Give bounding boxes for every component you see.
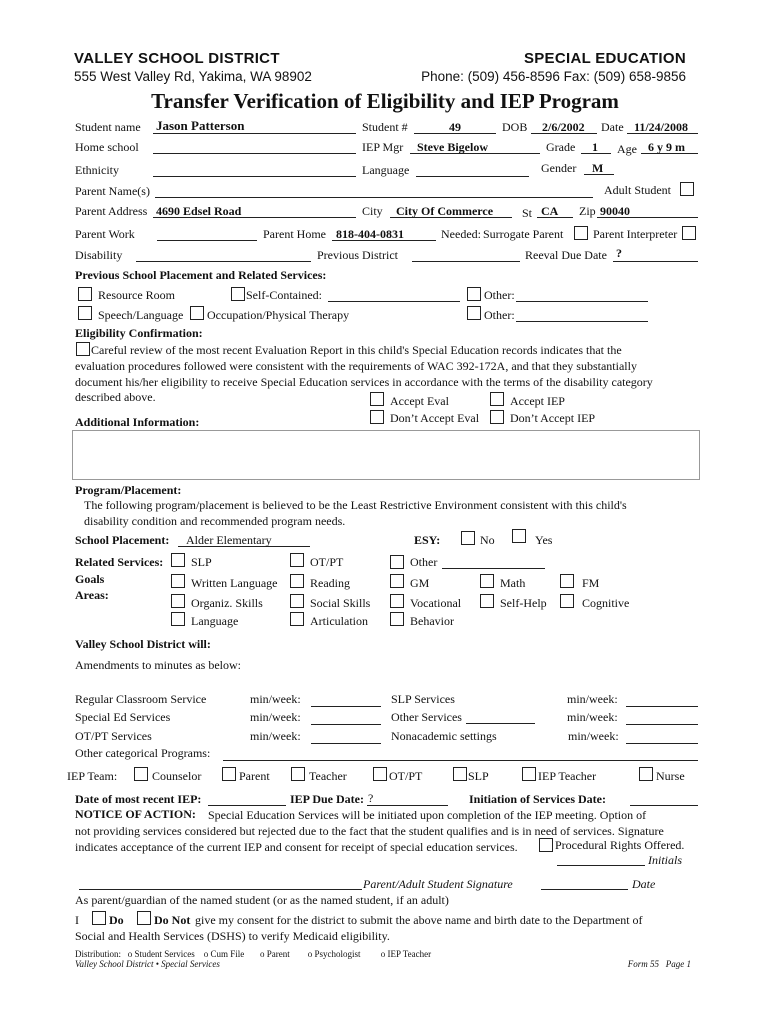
zip-label: Zip bbox=[579, 204, 596, 218]
regular-classroom-label: Regular Classroom Service bbox=[75, 692, 207, 706]
other-services-field[interactable] bbox=[466, 723, 535, 724]
regular-min-week-field[interactable] bbox=[311, 706, 381, 707]
eligibility-text-4: described above. bbox=[75, 390, 156, 404]
consent-do-not-checkbox[interactable] bbox=[137, 911, 151, 925]
otpt-min-week-label: min/week: bbox=[250, 729, 301, 743]
student-name-field[interactable]: Jason Patterson bbox=[156, 118, 245, 133]
dob-field[interactable]: 2/6/2002 bbox=[542, 120, 585, 134]
esy-no-label: No bbox=[480, 533, 495, 547]
otpt-services-label: OT/PT Services bbox=[75, 729, 152, 743]
goal-gm-label: GM bbox=[410, 576, 430, 590]
age-label: Age bbox=[617, 142, 637, 156]
initials-field[interactable] bbox=[557, 865, 645, 866]
rs-slp-label: SLP bbox=[191, 555, 212, 569]
sped-min-week-field[interactable] bbox=[311, 724, 381, 725]
footer-page: Form 55 Page 1 bbox=[627, 959, 691, 969]
parent-address-field[interactable]: 4690 Edsel Road bbox=[156, 204, 242, 218]
consent-intro: As parent/guardian of the named student (or as the named student, if an adult) bbox=[75, 893, 449, 907]
parent-home-field[interactable]: 818-404-0831 bbox=[336, 227, 404, 241]
eligibility-heading: Eligibility Confirmation: bbox=[75, 326, 203, 340]
consent-do-not-label: Do Not bbox=[154, 913, 191, 927]
goal-organiz-label: Organiz. Skills bbox=[191, 596, 263, 610]
student-number-label: Student # bbox=[362, 120, 408, 134]
parent-names-field[interactable] bbox=[155, 197, 593, 198]
other2-label: Other: bbox=[484, 308, 515, 322]
school-placement-label: School Placement: bbox=[75, 533, 170, 547]
notice-text-1: Special Education Services will be initiated upon completion of the IEP meeting. Option of bbox=[208, 808, 647, 822]
rs-otpt-label: OT/PT bbox=[310, 555, 344, 569]
team-parent-checkbox[interactable] bbox=[222, 767, 236, 781]
date-label: Date bbox=[601, 120, 624, 134]
esy-yes-label: Yes bbox=[535, 533, 553, 547]
consent-text-2: Social and Health Services (DSHS) to verify Medicaid eligibility. bbox=[75, 929, 390, 943]
goal-written-language-label: Written Language bbox=[191, 576, 278, 590]
special-ed-label: Special Ed Services bbox=[75, 710, 171, 724]
surrogate-parent-label: Surrogate Parent bbox=[483, 227, 564, 241]
parent-interpreter-label: Parent Interpreter bbox=[593, 227, 678, 241]
accept-eval-checkbox[interactable] bbox=[370, 392, 384, 406]
signature-date-field[interactable] bbox=[541, 889, 628, 890]
disability-field[interactable] bbox=[136, 261, 311, 262]
rs-other-label: Other bbox=[410, 555, 438, 569]
speech-language-checkbox[interactable] bbox=[78, 306, 92, 320]
other1-field[interactable] bbox=[516, 301, 648, 302]
department-name: SPECIAL EDUCATION bbox=[523, 50, 686, 67]
goal-vocational-checkbox[interactable] bbox=[390, 594, 404, 608]
self-contained-field[interactable] bbox=[328, 301, 460, 302]
gender-field[interactable]: M bbox=[592, 161, 604, 175]
parent-home-label: Parent Home bbox=[263, 227, 326, 241]
reeval-due-label: Reeval Due Date bbox=[525, 248, 607, 262]
goal-cognitive-label: Cognitive bbox=[582, 596, 630, 610]
goal-fm-label: FM bbox=[582, 576, 600, 590]
zip-field[interactable]: 90040 bbox=[600, 204, 630, 218]
consent-text-1: give my consent for the district to submit the above name and birth date to the Department of bbox=[195, 913, 643, 927]
rs-other-field[interactable] bbox=[442, 568, 545, 569]
slp-min-week-label: min/week: bbox=[567, 692, 618, 706]
team-otpt-label: OT/PT bbox=[389, 769, 423, 783]
goal-articulation-label: Articulation bbox=[310, 614, 368, 628]
other-services-label: Other Services bbox=[391, 710, 462, 724]
goal-reading-label: Reading bbox=[310, 576, 350, 590]
parent-work-label: Parent Work bbox=[75, 227, 135, 241]
team-nurse-checkbox[interactable] bbox=[639, 767, 653, 781]
state-field[interactable]: CA bbox=[541, 204, 559, 218]
state-label: St bbox=[522, 206, 533, 220]
notice-heading: NOTICE OF ACTION: bbox=[75, 807, 196, 821]
other-categorical-field[interactable] bbox=[223, 760, 698, 761]
grade-field[interactable]: 1 bbox=[592, 140, 598, 154]
consent-do-checkbox[interactable] bbox=[92, 911, 106, 925]
distribution-list: Distribution: o Student Services o Cum File o Parent o Psychologist o IEP Teacher bbox=[75, 949, 432, 959]
ot-pt-therapy-checkbox[interactable] bbox=[190, 306, 204, 320]
other-min-week-field[interactable] bbox=[626, 724, 698, 725]
eligibility-text-1: Careful review of the most recent Evaluation Report in this child's Special Education records indicates that the bbox=[91, 343, 622, 357]
goal-reading-checkbox[interactable] bbox=[290, 574, 304, 588]
city-label: City bbox=[362, 204, 383, 218]
program-text-2: disability condition and recommended program needs. bbox=[84, 514, 346, 528]
team-nurse-label: Nurse bbox=[656, 769, 685, 783]
nonacademic-min-week-label: min/week: bbox=[568, 729, 619, 743]
self-contained-checkbox[interactable] bbox=[231, 287, 245, 301]
resource-room-checkbox[interactable] bbox=[78, 287, 92, 301]
areas-label: Areas: bbox=[75, 588, 109, 602]
dont-accept-eval-label: Don’t Accept Eval bbox=[390, 411, 480, 425]
gender-label: Gender bbox=[541, 161, 577, 175]
other-categorical-label: Other categorical Programs: bbox=[75, 746, 211, 760]
goal-behavior-checkbox[interactable] bbox=[390, 612, 404, 626]
reeval-due-field[interactable]: ? bbox=[616, 246, 622, 260]
parent-names-label: Parent Name(s) bbox=[75, 184, 150, 198]
team-iep-teacher-label: IEP Teacher bbox=[538, 769, 597, 783]
goal-language-checkbox[interactable] bbox=[171, 612, 185, 626]
procedural-rights-checkbox[interactable] bbox=[539, 838, 553, 852]
procedural-rights-label: Procedural Rights Offered. bbox=[555, 838, 685, 852]
goal-articulation-checkbox[interactable] bbox=[290, 612, 304, 626]
initiation-label: Initiation of Services Date: bbox=[469, 792, 606, 806]
amendments-text: Amendments to minutes as below: bbox=[75, 658, 241, 672]
slp-services-label: SLP Services bbox=[391, 692, 455, 706]
additional-info-label: Additional Information: bbox=[75, 415, 200, 429]
goal-self-help-label: Self-Help bbox=[500, 596, 547, 610]
adult-student-label: Adult Student bbox=[604, 183, 672, 197]
language-label: Language bbox=[362, 163, 410, 177]
notice-text-3: indicates acceptance of the current IEP and consent for receipt of special education services. bbox=[75, 840, 518, 854]
eligibility-text-3: document his/her eligibility to receive Special Education services in accordance with the terms of the disability category bbox=[75, 375, 653, 389]
nonacademic-min-week-field[interactable] bbox=[626, 743, 698, 744]
ethnicity-label: Ethnicity bbox=[75, 163, 119, 177]
program-text-1: The following program/placement is believed to be the Least Restrictive Environment consistent with this child's bbox=[84, 498, 627, 512]
sped-min-week-label: min/week: bbox=[250, 710, 301, 724]
disability-label: Disability bbox=[75, 248, 123, 262]
other2-field[interactable] bbox=[516, 321, 648, 322]
goal-math-label: Math bbox=[500, 576, 526, 590]
dont-accept-eval-checkbox[interactable] bbox=[370, 410, 384, 424]
goal-math-checkbox[interactable] bbox=[480, 574, 494, 588]
home-school-field[interactable] bbox=[153, 153, 356, 154]
recent-iep-label: Date of most recent IEP: bbox=[75, 792, 202, 806]
goal-self-help-checkbox[interactable] bbox=[480, 594, 494, 608]
age-field[interactable]: 6 y 9 m bbox=[648, 140, 685, 154]
signature-label: Parent/Adult Student Signature bbox=[363, 877, 513, 891]
student-number-field[interactable]: 49 bbox=[449, 120, 461, 134]
team-teacher-label: Teacher bbox=[309, 769, 347, 783]
dont-accept-iep-label: Don’t Accept IEP bbox=[510, 411, 596, 425]
goal-gm-checkbox[interactable] bbox=[390, 574, 404, 588]
goal-social-checkbox[interactable] bbox=[290, 594, 304, 608]
other1-label: Other: bbox=[484, 288, 515, 302]
iep-mgr-field[interactable]: Steve Bigelow bbox=[417, 140, 488, 154]
speech-language-label: Speech/Language bbox=[98, 308, 184, 322]
ethnicity-field[interactable] bbox=[153, 176, 356, 177]
team-slp-label: SLP bbox=[468, 769, 489, 783]
goal-language-label: Language bbox=[191, 614, 239, 628]
team-counselor-label: Counselor bbox=[152, 769, 202, 783]
iep-due-label: IEP Due Date: bbox=[290, 792, 364, 806]
other1-checkbox[interactable] bbox=[467, 287, 481, 301]
goal-cognitive-checkbox[interactable] bbox=[560, 594, 574, 608]
accept-iep-checkbox[interactable] bbox=[490, 392, 504, 406]
goals-label: Goals bbox=[75, 572, 105, 586]
team-parent-label: Parent bbox=[239, 769, 270, 783]
esy-no-checkbox[interactable] bbox=[461, 531, 475, 545]
iep-mgr-label: IEP Mgr bbox=[362, 140, 404, 154]
parent-work-field[interactable] bbox=[157, 240, 257, 241]
district-name: VALLEY SCHOOL DISTRICT bbox=[74, 50, 280, 67]
previous-placement-heading: Previous School Placement and Related Services: bbox=[75, 268, 327, 282]
additional-info-textarea[interactable] bbox=[72, 430, 700, 480]
other-min-week-label: min/week: bbox=[567, 710, 618, 724]
team-slp-checkbox[interactable] bbox=[453, 767, 467, 781]
goal-fm-checkbox[interactable] bbox=[560, 574, 574, 588]
district-will-heading: Valley School District will: bbox=[75, 637, 211, 651]
rs-other-checkbox[interactable] bbox=[390, 555, 404, 569]
page-title: Transfer Verification of Eligibility and IEP Program bbox=[151, 89, 619, 113]
resource-room-label: Resource Room bbox=[98, 288, 175, 302]
team-counselor-checkbox[interactable] bbox=[134, 767, 148, 781]
grade-label: Grade bbox=[546, 140, 576, 154]
accept-iep-label: Accept IEP bbox=[510, 394, 565, 408]
initials-label: Initials bbox=[648, 853, 683, 867]
nonacademic-label: Nonacademic settings bbox=[391, 729, 497, 743]
rs-otpt-checkbox[interactable] bbox=[290, 553, 304, 567]
parent-interpreter-checkbox[interactable] bbox=[682, 226, 696, 240]
goal-vocational-label: Vocational bbox=[410, 596, 462, 610]
slp-min-week-field[interactable] bbox=[626, 706, 698, 707]
consent-do-label: Do bbox=[109, 913, 124, 927]
esy-yes-checkbox[interactable] bbox=[512, 529, 526, 543]
initiation-field[interactable] bbox=[630, 805, 698, 806]
previous-district-field[interactable] bbox=[412, 261, 520, 262]
consent-i: I bbox=[75, 913, 79, 927]
city-field[interactable]: City Of Commerce bbox=[396, 204, 494, 218]
rs-slp-checkbox[interactable] bbox=[171, 553, 185, 567]
student-name-label: Student name bbox=[75, 120, 141, 134]
otpt-min-week-field[interactable] bbox=[311, 743, 381, 744]
needed-label: Needed: bbox=[441, 227, 481, 241]
home-school-label: Home school bbox=[75, 140, 139, 154]
related-services-label: Related Services: bbox=[75, 555, 164, 569]
dob-label: DOB bbox=[502, 120, 528, 134]
previous-district-label: Previous District bbox=[317, 248, 398, 262]
date-field[interactable]: 11/24/2008 bbox=[634, 120, 689, 134]
school-placement-field[interactable]: Alder Elementary bbox=[186, 533, 272, 547]
parent-address-label: Parent Address bbox=[75, 204, 148, 218]
signature-field[interactable] bbox=[79, 889, 362, 890]
iep-due-field[interactable]: ? bbox=[368, 791, 374, 805]
iep-team-label: IEP Team: bbox=[67, 769, 118, 783]
surrogate-parent-checkbox[interactable] bbox=[574, 226, 588, 240]
esy-label: ESY: bbox=[414, 533, 441, 547]
adult-student-checkbox[interactable] bbox=[680, 182, 694, 196]
careful-review-checkbox[interactable] bbox=[76, 342, 90, 356]
team-teacher-checkbox[interactable] bbox=[291, 767, 305, 781]
program-heading: Program/Placement: bbox=[75, 483, 182, 497]
signature-date-label: Date bbox=[632, 877, 656, 891]
notice-text-2: not providing services considered but rejected due to the fact that the student qualifies and is in need of services. Signature bbox=[75, 824, 664, 838]
goal-written-language-checkbox[interactable] bbox=[171, 574, 185, 588]
recent-iep-field[interactable] bbox=[208, 805, 286, 806]
goal-behavior-label: Behavior bbox=[410, 614, 454, 628]
eligibility-text-2: evaluation procedures followed were consistent with the requirements of WAC 392-172A, and that they substantially bbox=[75, 359, 637, 373]
team-iep-teacher-checkbox[interactable] bbox=[522, 767, 536, 781]
other2-checkbox[interactable] bbox=[467, 306, 481, 320]
ot-pt-therapy-label: Occupation/Physical Therapy bbox=[207, 308, 350, 322]
team-otpt-checkbox[interactable] bbox=[373, 767, 387, 781]
regular-min-week-label: min/week: bbox=[250, 692, 301, 706]
dont-accept-iep-checkbox[interactable] bbox=[490, 410, 504, 424]
footer-left: Valley School District • Special Services bbox=[75, 959, 220, 969]
self-contained-label: Self-Contained: bbox=[246, 288, 322, 302]
phone-fax: Phone: (509) 456-8596 Fax: (509) 658-9856 bbox=[421, 69, 686, 84]
language-field[interactable] bbox=[416, 176, 529, 177]
district-address: 555 West Valley Rd, Yakima, WA 98902 bbox=[74, 69, 312, 84]
goal-organiz-checkbox[interactable] bbox=[171, 594, 185, 608]
accept-eval-label: Accept Eval bbox=[390, 394, 449, 408]
goal-social-label: Social Skills bbox=[310, 596, 371, 610]
